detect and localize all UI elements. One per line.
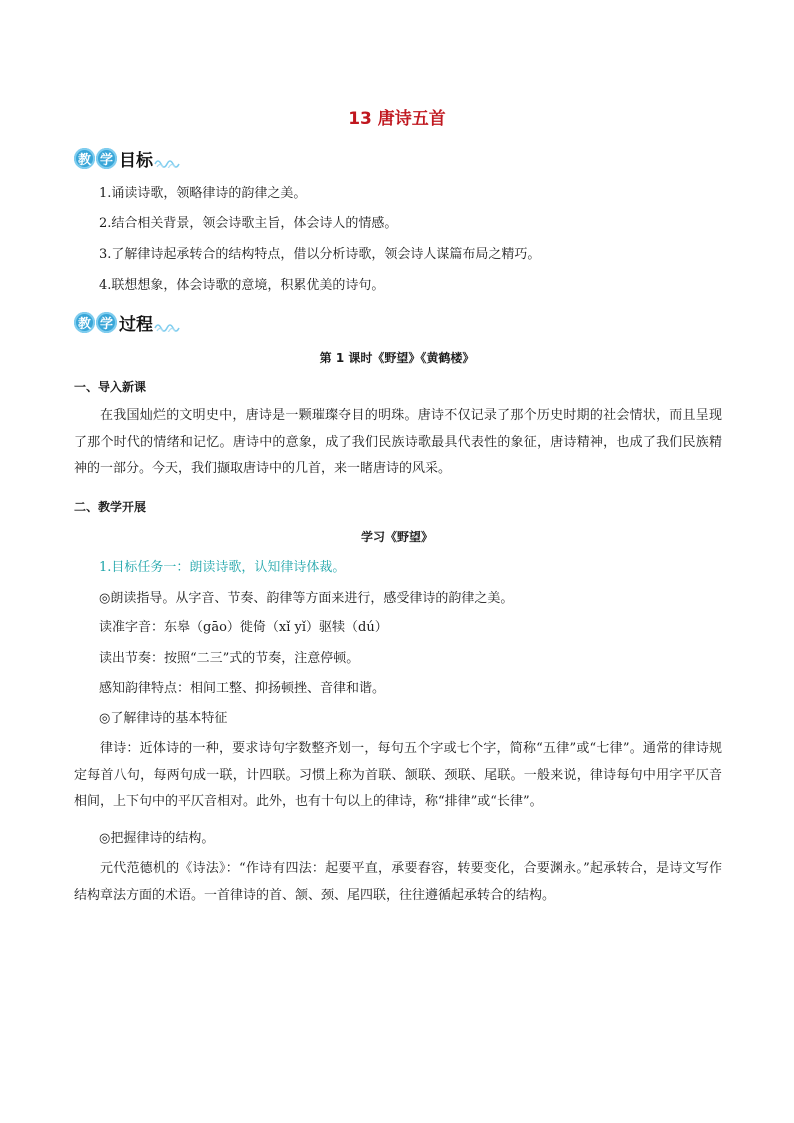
- task-heading: 1.目标任务一：朗读诗歌，认知律诗体裁。: [99, 560, 346, 575]
- guide-line: 感知韵律特点：相间工整、抑扬顿挫、音律和谐。: [99, 681, 386, 696]
- section-header-process: [74, 309, 180, 335]
- section-badge: 学: [96, 148, 117, 169]
- document-title: 13 唐诗五首: [348, 109, 446, 129]
- section-title: 目标: [119, 150, 153, 171]
- goal-item: 3.了解律诗起承转合的结构特点，借以分析诗歌，领会诗人谋篇布局之精巧。: [99, 247, 541, 262]
- guide-line: 读准字音：东皋（gāo）徙倚（xǐ yǐ）驱犊（dú）: [99, 620, 388, 635]
- guide-line: 读出节奏：按照“二三”式的节奏，注意停顿。: [99, 651, 360, 666]
- goal-item: 4.联想想象，体会诗歌的意境，积累优美的诗句。: [99, 278, 385, 293]
- structure-paragraph: 元代范德机的《诗法》：“作诗有四法：起要平直，承要舂容，转要变化，合要渊永。”起承转合，是诗文写作结构章法方面的术语。一首律诗的首、颔、颈、尾四联，往往遵循起承转合的结构。: [74, 861, 722, 903]
- section-badge: 教: [74, 312, 95, 333]
- part-heading: 二、教学开展: [74, 500, 147, 514]
- part-heading: 一、导入新课: [74, 380, 147, 394]
- wave-decoration-icon: [154, 320, 180, 332]
- section-header-goals: [74, 145, 180, 171]
- section-badge: 学: [96, 312, 117, 333]
- lvshi-paragraph: 律诗：近体诗的一种，要求诗句字数整齐划一，每句五个字或七个字，简称“五律”或“七律”。通常的律诗规定每首八句，每两句成一联，计四联。习惯上称为首联、颔联、颈联、尾联。一般来说，律诗每句中用字平仄音相间，上下句中的平仄音相对。此外，也有十句以上的律诗，称“排律”或“长律”。: [74, 741, 722, 809]
- section-title: 过程: [119, 314, 153, 335]
- goal-item: 1.诵读诗歌，领略律诗的韵律之美。: [99, 186, 307, 201]
- sub-heading: 学习《野望》: [360, 530, 433, 544]
- intro-paragraph: 在我国灿烂的文明史中，唐诗是一颗璀璨夺目的明珠。唐诗不仅记录了那个历史时期的社会情状，而且呈现了那个时代的情绪和记忆。唐诗中的意象，成了我们民族诗歌最具代表性的象征，唐诗精神，也成了我们民族精神的一部分。今天，我们撷取唐诗中的几首，来一睹唐诗的风采。: [74, 408, 722, 476]
- goal-item: 2.结合相关背景，领会诗歌主旨，体会诗人的情感。: [99, 216, 398, 231]
- guide-line: ◎了解律诗的基本特征: [99, 711, 228, 726]
- guide-line: ◎把握律诗的结构。: [99, 831, 215, 846]
- guide-line: ◎朗读指导。从字音、节奏、韵律等方面来进行，感受律诗的韵律之美。: [99, 591, 514, 606]
- lesson-title: 第 1 课时《野望》《黄鹤楼》: [319, 351, 475, 365]
- section-badge: 教: [74, 148, 95, 169]
- wave-decoration-icon: [154, 156, 180, 168]
